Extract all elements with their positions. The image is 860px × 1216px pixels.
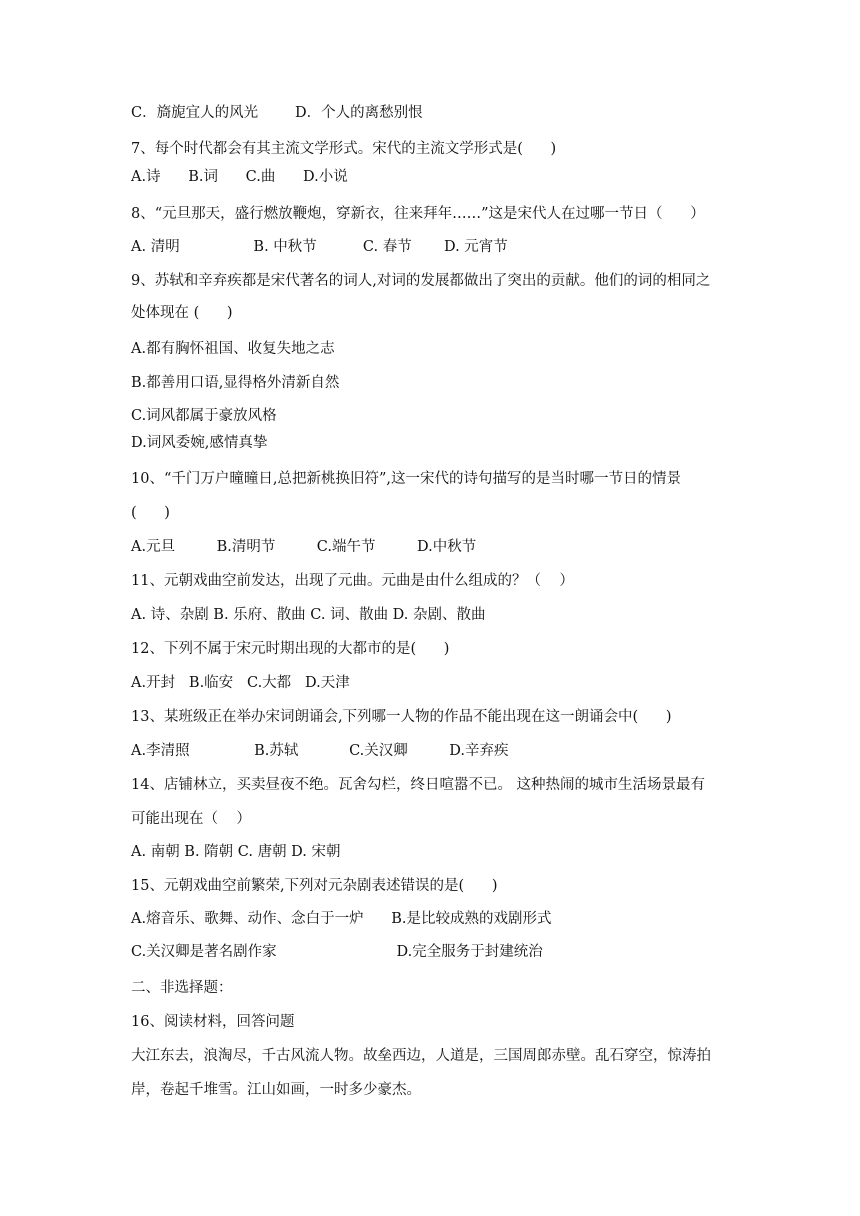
material-line1: 大江东去，浪淘尽，千古风流人物。故垒西边，人道是，三国周郎赤壁。乱石穿空，惊涛拍	[131, 1048, 711, 1064]
q9-option-d: D.词风委婉,感情真挚	[131, 435, 268, 451]
q9-option-c: C.词风都属于豪放风格	[131, 408, 277, 424]
q8-options: A. 清明 B. 中秋节 C. 春节 D. 元宵节	[131, 239, 508, 255]
q15-options-ab: A.熔音乐、歌舞、动作、念白于一炉 B.是比较成熟的戏剧形式	[131, 911, 552, 927]
q14-options: A. 南朝 B. 隋朝 C. 唐朝 D. 宋朝	[131, 844, 341, 860]
q7-options: A.诗 B.词 C.曲 D.小说	[131, 169, 348, 185]
q10-stem-line1: 10、“千门万户曈曈日,总把新桃换旧符”,这一宋代的诗句描写的是当时哪一节日的情景	[131, 471, 681, 487]
q13-stem: 13、某班级正在举办宋词朗诵会,下列哪一人物的作品不能出现在这一朗诵会中( )	[131, 709, 672, 725]
q6-options-cd: C．旖旎宜人的风光 D．个人的离愁别恨	[131, 105, 423, 121]
q9-option-b: B.都善用口语,显得格外清新自然	[131, 375, 340, 391]
q13-options: A.李清照 B.苏轼 C.关汉卿 D.辛弃疾	[131, 743, 509, 759]
q15-options-cd: C.关汉卿是著名剧作家 D.完全服务于封建统治	[131, 944, 543, 960]
q12-options: A.开封 B.临安 C.大都 D.天津	[131, 675, 350, 691]
section-heading: 二、非选择题：	[131, 980, 233, 996]
q9-stem-line1: 9、苏轼和辛弃疾都是宋代著名的词人,对词的发展都做出了突出的贡献。他们的词的相同之	[131, 273, 711, 289]
q15-stem: 15、元朝戏曲空前繁荣,下列对元杂剧表述错误的是( )	[131, 878, 498, 894]
q16-stem: 16、阅读材料，回答问题	[131, 1014, 295, 1030]
q11-stem: 11、元朝戏曲空前发达，出现了元曲。元曲是由什么组成的？（ ）	[131, 573, 574, 589]
q7-stem: 7、每个时代都会有其主流文学形式。宋代的主流文学形式是( )	[131, 141, 557, 157]
q9-stem-line2: 处体现在 ( )	[131, 305, 233, 321]
q11-options: A. 诗、杂剧 B. 乐府、散曲 C. 词、散曲 D. 杂剧、散曲	[131, 607, 486, 623]
q9-option-a: A.都有胸怀祖国、收复失地之志	[131, 341, 335, 357]
q8-stem: 8、“元旦那天，盛行燃放鞭炮，穿新衣，往来拜年……”这是宋代人在过哪一节日（ ）	[131, 206, 705, 222]
material-line2: 岸，卷起千堆雪。江山如画，一时多少豪杰。	[131, 1082, 421, 1098]
q14-stem-line1: 14、店铺林立，买卖昼夜不绝。瓦舍勾栏，终日喧嚣不已。 这种热闹的城市生活场景最有	[131, 777, 706, 793]
q10-stem-line2: ( )	[131, 505, 170, 521]
q12-stem: 12、下列不属于宋元时期出现的大都市的是( )	[131, 641, 450, 657]
q14-stem-line2: 可能出现在（ ）	[131, 811, 251, 827]
q10-options: A.元旦 B.清明节 C.端午节 D.中秋节	[131, 539, 477, 555]
